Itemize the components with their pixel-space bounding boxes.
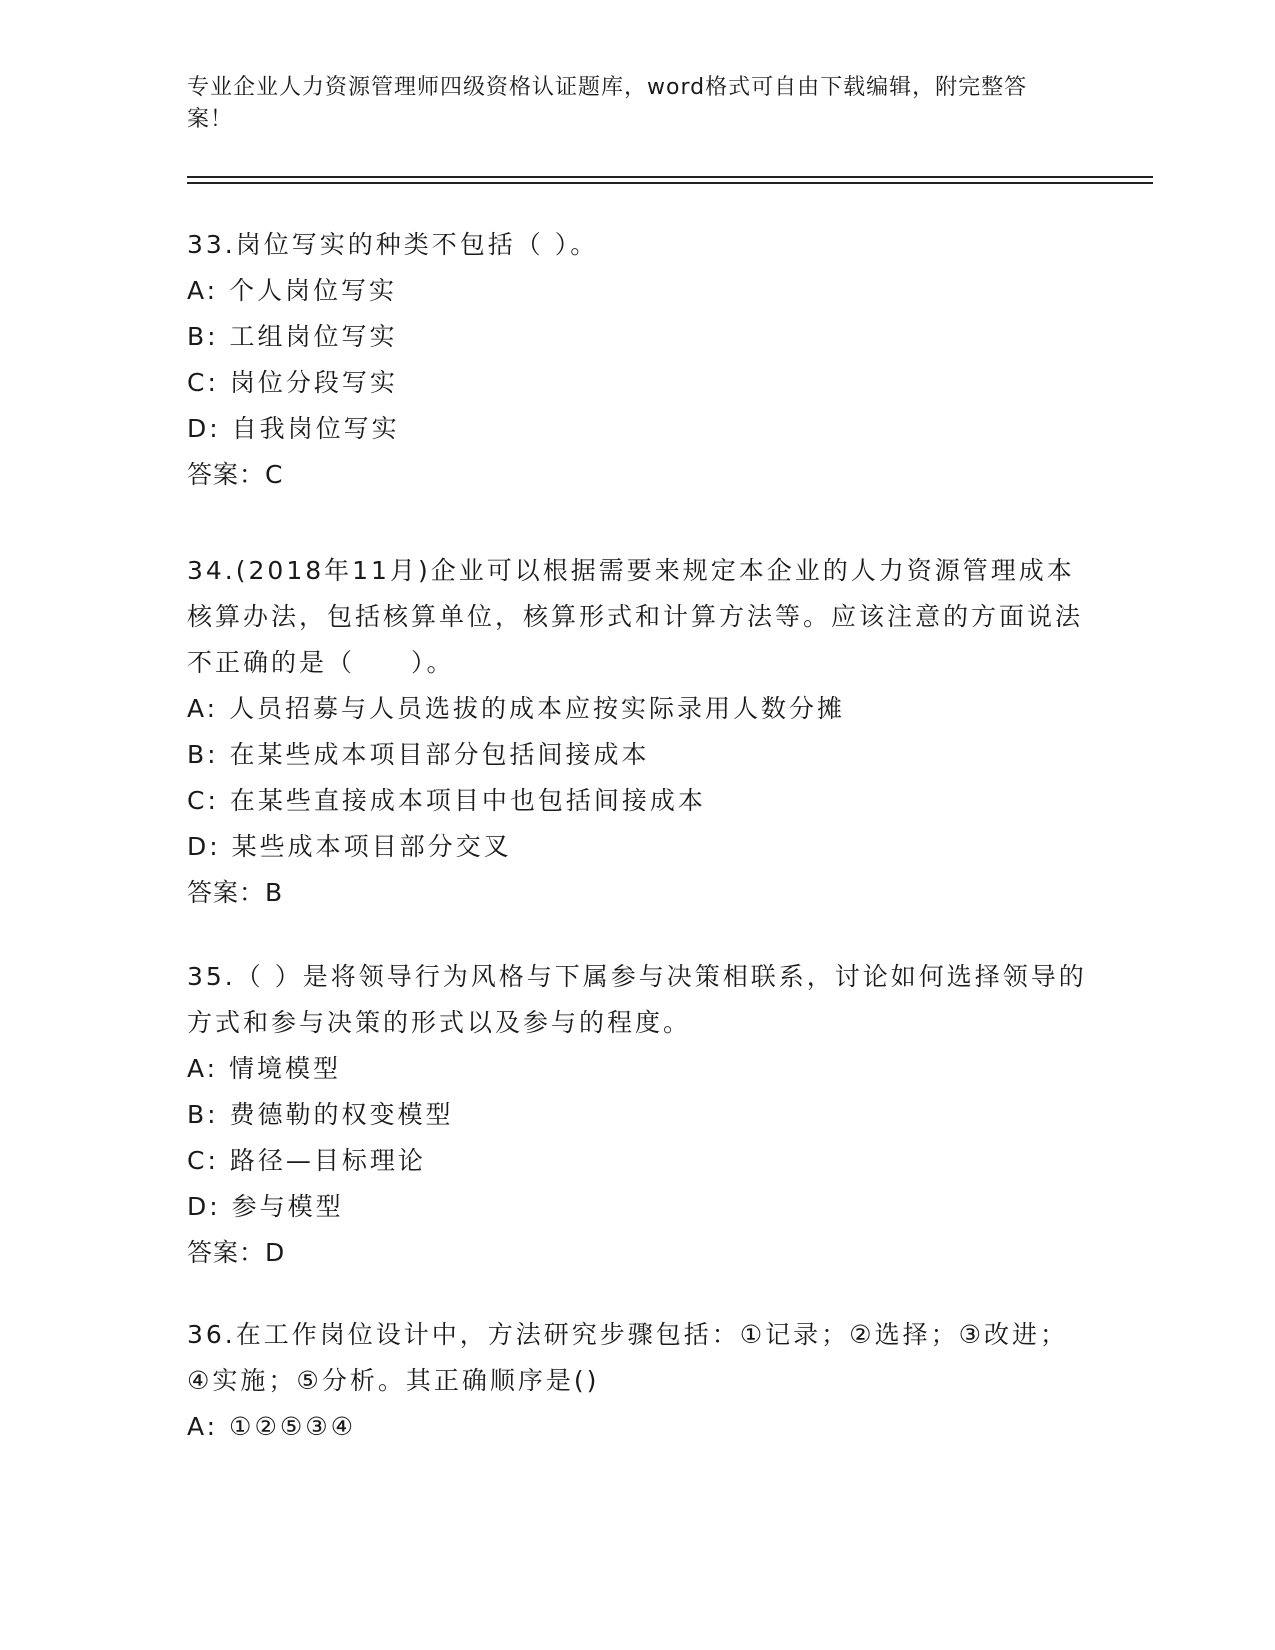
option-c: C: 在某些直接成本项目中也包括间接成本 xyxy=(187,786,706,815)
option-b: B: 工组岗位写实 xyxy=(187,322,398,351)
option-a: A: 情境模型 xyxy=(187,1054,342,1083)
question-stem: 35.（ ）是将领导行为风格与下属参与决策相联系，讨论如何选择领导的方式和参与决策的形式以及参与的程度。 xyxy=(187,962,1087,1037)
header-divider-top xyxy=(187,176,1153,178)
answer: 答案：D xyxy=(187,1238,286,1267)
answer: 答案：B xyxy=(187,878,284,907)
document-header: 专业企业人力资源管理师四级资格认证题库，word格式可自由下载编辑，附完整答案！ xyxy=(187,75,1028,132)
question-36 xyxy=(187,1312,1087,1450)
option-b: B: 费德勒的权变模型 xyxy=(187,1100,454,1129)
option-d: D: 自我岗位写实 xyxy=(187,414,400,443)
option-c: C: 路径—目标理论 xyxy=(187,1146,426,1175)
option-b: B: 在某些成本项目部分包括间接成本 xyxy=(187,740,650,769)
option-d: D: 参与模型 xyxy=(187,1192,344,1221)
question-stem: 36.在工作岗位设计中，方法研究步骤包括：①记录；②选择；③改进；④实施；⑤分析。其正确顺序是() xyxy=(187,1320,1068,1395)
question-stem: 34.(2018年11月)企业可以根据需要来规定本企业的人力资源管理成本核算办法，包括核算单位，核算形式和计算方法等。应该注意的方面说法不正确的是（ ）。 xyxy=(187,556,1084,677)
header-divider-bottom xyxy=(187,182,1153,184)
option-c: C: 岗位分段写实 xyxy=(187,368,398,397)
option-d: D: 某些成本项目部分交叉 xyxy=(187,832,512,861)
answer: 答案：C xyxy=(187,460,284,489)
option-a: A: 个人岗位写实 xyxy=(187,276,398,305)
question-35 xyxy=(187,954,1087,1276)
question-34 xyxy=(187,548,1087,916)
question-stem: 33.岗位写实的种类不包括（ ）。 xyxy=(187,230,599,259)
question-33 xyxy=(187,222,1087,498)
option-a: A: ①②⑤③④ xyxy=(187,1412,357,1441)
option-a: A: 人员招募与人员选拔的成本应按实际录用人数分摊 xyxy=(187,694,846,723)
